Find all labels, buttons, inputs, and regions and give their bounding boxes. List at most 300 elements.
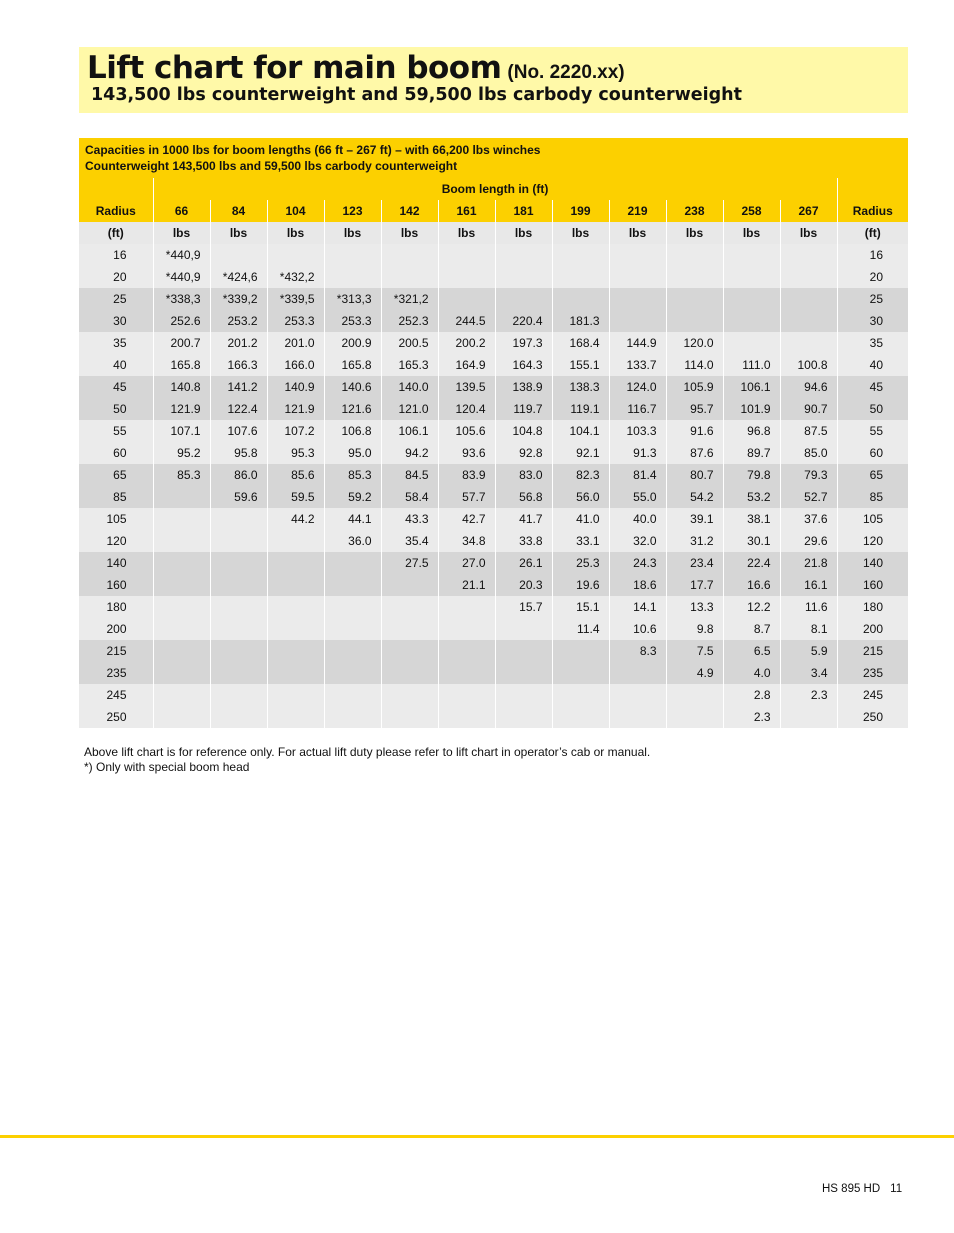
capacity-cell: 8.1 bbox=[780, 618, 837, 640]
capacity-cell bbox=[210, 508, 267, 530]
capacity-table bbox=[79, 178, 908, 728]
page-title-text: Lift chart for main boom bbox=[87, 50, 502, 86]
table-row bbox=[79, 376, 908, 398]
capacity-cell: 29.6 bbox=[780, 530, 837, 552]
row-group bbox=[79, 464, 908, 508]
table-row bbox=[79, 618, 908, 640]
radius-cell: 40 bbox=[79, 354, 153, 376]
radius-cell-right: 140 bbox=[837, 552, 908, 574]
table-row bbox=[79, 266, 908, 288]
title-box bbox=[79, 47, 908, 113]
row-group bbox=[79, 244, 908, 288]
capacity-cell: 90.7 bbox=[780, 398, 837, 420]
radius-cell: 160 bbox=[79, 574, 153, 596]
capacity-cell bbox=[381, 662, 438, 684]
capacity-cell bbox=[495, 244, 552, 266]
capacity-cell: 41.0 bbox=[552, 508, 609, 530]
table-row bbox=[79, 596, 908, 618]
capacity-cell: 59.5 bbox=[267, 486, 324, 508]
table-row bbox=[79, 640, 908, 662]
capacity-cell: 111.0 bbox=[723, 354, 780, 376]
capacity-cell bbox=[609, 244, 666, 266]
capacity-cell: 36.0 bbox=[324, 530, 381, 552]
capacity-cell bbox=[438, 288, 495, 310]
row-group bbox=[79, 332, 908, 376]
capacity-cell bbox=[552, 244, 609, 266]
radius-cell-right: 20 bbox=[837, 266, 908, 288]
capacity-cell bbox=[267, 574, 324, 596]
capacity-cell bbox=[495, 618, 552, 640]
capacity-cell bbox=[153, 530, 210, 552]
capacity-cell: *440,9 bbox=[153, 266, 210, 288]
radius-cell: 16 bbox=[79, 244, 153, 266]
capacity-cell bbox=[210, 244, 267, 266]
caption-line-2: Counterweight 143,500 lbs and 59,500 lbs carbody counterweight bbox=[85, 159, 458, 173]
capacity-cell: 95.3 bbox=[267, 442, 324, 464]
note-reference: Above lift chart is for reference only. For actual lift duty please refer to lift chart in operator’s cab or manual. bbox=[84, 745, 651, 759]
capacity-cell: 56.0 bbox=[552, 486, 609, 508]
radius-cell-right: 180 bbox=[837, 596, 908, 618]
header-blank-left bbox=[79, 178, 153, 200]
capacity-cell: 141.2 bbox=[210, 376, 267, 398]
capacity-cell: 164.3 bbox=[495, 354, 552, 376]
capacity-cell: 16.6 bbox=[723, 574, 780, 596]
value-unit: lbs bbox=[666, 222, 723, 244]
capacity-cell: 89.7 bbox=[723, 442, 780, 464]
capacity-cell: 8.7 bbox=[723, 618, 780, 640]
boom-length-267: 267 bbox=[780, 200, 837, 222]
capacity-cell: 121.9 bbox=[267, 398, 324, 420]
lift-chart bbox=[79, 138, 908, 728]
capacity-cell bbox=[267, 596, 324, 618]
capacity-cell bbox=[153, 574, 210, 596]
capacity-cell: 54.2 bbox=[666, 486, 723, 508]
capacity-cell bbox=[153, 508, 210, 530]
capacity-cell bbox=[153, 684, 210, 706]
capacity-cell bbox=[210, 552, 267, 574]
radius-cell-right: 85 bbox=[837, 486, 908, 508]
capacity-cell bbox=[153, 552, 210, 574]
chart-caption bbox=[79, 138, 908, 178]
capacity-cell: 11.4 bbox=[552, 618, 609, 640]
capacity-cell bbox=[495, 288, 552, 310]
value-unit: lbs bbox=[324, 222, 381, 244]
capacity-cell: 25.3 bbox=[552, 552, 609, 574]
capacity-cell bbox=[381, 574, 438, 596]
radius-cell: 60 bbox=[79, 442, 153, 464]
capacity-cell: 2.8 bbox=[723, 684, 780, 706]
capacity-cell bbox=[438, 684, 495, 706]
capacity-cell bbox=[723, 310, 780, 332]
capacity-cell: 106.1 bbox=[723, 376, 780, 398]
row-group bbox=[79, 640, 908, 684]
capacity-cell: 165.3 bbox=[381, 354, 438, 376]
radius-cell-right: 55 bbox=[837, 420, 908, 442]
capacity-cell: *432,2 bbox=[267, 266, 324, 288]
table-row bbox=[79, 530, 908, 552]
boom-length-181: 181 bbox=[495, 200, 552, 222]
capacity-cell: 220.4 bbox=[495, 310, 552, 332]
table-row bbox=[79, 442, 908, 464]
capacity-cell: 34.8 bbox=[438, 530, 495, 552]
capacity-cell: 16.1 bbox=[780, 574, 837, 596]
capacity-cell bbox=[267, 706, 324, 728]
capacity-cell: 15.7 bbox=[495, 596, 552, 618]
capacity-cell: 33.8 bbox=[495, 530, 552, 552]
capacity-cell: 165.8 bbox=[324, 354, 381, 376]
table-row bbox=[79, 244, 908, 266]
capacity-cell bbox=[324, 244, 381, 266]
radius-cell-right: 120 bbox=[837, 530, 908, 552]
capacity-cell: 9.8 bbox=[666, 618, 723, 640]
boom-length-199: 199 bbox=[552, 200, 609, 222]
capacity-cell: 104.8 bbox=[495, 420, 552, 442]
capacity-cell: 94.6 bbox=[780, 376, 837, 398]
capacity-cell bbox=[780, 332, 837, 354]
capacity-cell: 140.0 bbox=[381, 376, 438, 398]
capacity-cell: 58.4 bbox=[381, 486, 438, 508]
capacity-cell: 13.3 bbox=[666, 596, 723, 618]
capacity-cell: 7.5 bbox=[666, 640, 723, 662]
capacity-cell: 139.5 bbox=[438, 376, 495, 398]
capacity-cell bbox=[495, 684, 552, 706]
capacity-cell bbox=[381, 244, 438, 266]
capacity-cell: 91.3 bbox=[609, 442, 666, 464]
capacity-cell bbox=[666, 244, 723, 266]
capacity-cell bbox=[723, 266, 780, 288]
radius-cell: 50 bbox=[79, 398, 153, 420]
capacity-cell bbox=[666, 684, 723, 706]
capacity-cell: 37.6 bbox=[780, 508, 837, 530]
capacity-cell: 105.9 bbox=[666, 376, 723, 398]
capacity-cell: 57.7 bbox=[438, 486, 495, 508]
capacity-cell: 92.8 bbox=[495, 442, 552, 464]
table-row bbox=[79, 398, 908, 420]
capacity-cell bbox=[267, 530, 324, 552]
capacity-cell: 86.0 bbox=[210, 464, 267, 486]
capacity-cell bbox=[438, 662, 495, 684]
units-row bbox=[79, 222, 908, 244]
capacity-cell: 6.5 bbox=[723, 640, 780, 662]
value-unit: lbs bbox=[267, 222, 324, 244]
capacity-cell: 17.7 bbox=[666, 574, 723, 596]
capacity-cell: 91.6 bbox=[666, 420, 723, 442]
boom-length-123: 123 bbox=[324, 200, 381, 222]
capacity-cell: 79.8 bbox=[723, 464, 780, 486]
capacity-cell: 80.7 bbox=[666, 464, 723, 486]
capacity-cell bbox=[552, 706, 609, 728]
notes bbox=[84, 745, 650, 775]
radius-cell: 140 bbox=[79, 552, 153, 574]
footer bbox=[822, 1183, 902, 1195]
capacity-cell bbox=[495, 662, 552, 684]
capacity-cell: 200.9 bbox=[324, 332, 381, 354]
table-row bbox=[79, 706, 908, 728]
table-row bbox=[79, 332, 908, 354]
boom-length-104: 104 bbox=[267, 200, 324, 222]
capacity-cell: 44.1 bbox=[324, 508, 381, 530]
capacity-cell: 138.3 bbox=[552, 376, 609, 398]
capacity-cell: 95.7 bbox=[666, 398, 723, 420]
capacity-cell bbox=[324, 574, 381, 596]
capacity-cell bbox=[552, 684, 609, 706]
capacity-cell bbox=[324, 596, 381, 618]
capacity-cell: 124.0 bbox=[609, 376, 666, 398]
row-group bbox=[79, 508, 908, 552]
capacity-cell: *338,3 bbox=[153, 288, 210, 310]
capacity-cell: 24.3 bbox=[609, 552, 666, 574]
capacity-cell: 107.1 bbox=[153, 420, 210, 442]
radius-cell-right: 105 bbox=[837, 508, 908, 530]
row-group bbox=[79, 420, 908, 464]
radius-cell: 55 bbox=[79, 420, 153, 442]
note-special-boom-head: *) Only with special boom head bbox=[84, 760, 250, 774]
radius-unit: (ft) bbox=[79, 222, 153, 244]
table-row bbox=[79, 662, 908, 684]
capacity-cell: 140.6 bbox=[324, 376, 381, 398]
capacity-cell: 81.4 bbox=[609, 464, 666, 486]
capacity-cell: 252.3 bbox=[381, 310, 438, 332]
capacity-cell: 200.7 bbox=[153, 332, 210, 354]
capacity-cell bbox=[495, 706, 552, 728]
radius-cell: 65 bbox=[79, 464, 153, 486]
capacity-cell bbox=[381, 706, 438, 728]
capacity-cell bbox=[609, 310, 666, 332]
radius-cell: 35 bbox=[79, 332, 153, 354]
capacity-cell: 15.1 bbox=[552, 596, 609, 618]
capacity-cell bbox=[210, 684, 267, 706]
capacity-cell: 83.9 bbox=[438, 464, 495, 486]
radius-cell-right: 215 bbox=[837, 640, 908, 662]
value-unit: lbs bbox=[438, 222, 495, 244]
capacity-cell bbox=[495, 640, 552, 662]
page-number: 11 bbox=[890, 1183, 903, 1195]
capacity-cell: 103.3 bbox=[609, 420, 666, 442]
capacity-cell: 144.9 bbox=[609, 332, 666, 354]
capacity-cell: 10.6 bbox=[609, 618, 666, 640]
radius-cell-right: 65 bbox=[837, 464, 908, 486]
radius-cell: 180 bbox=[79, 596, 153, 618]
value-unit: lbs bbox=[210, 222, 267, 244]
radius-cell-right: 50 bbox=[837, 398, 908, 420]
capacity-cell bbox=[780, 288, 837, 310]
radius-unit-right: (ft) bbox=[837, 222, 908, 244]
capacity-cell: 83.0 bbox=[495, 464, 552, 486]
radius-cell: 25 bbox=[79, 288, 153, 310]
capacity-cell: 138.9 bbox=[495, 376, 552, 398]
table-row bbox=[79, 684, 908, 706]
capacity-cell bbox=[153, 596, 210, 618]
capacity-cell: 35.4 bbox=[381, 530, 438, 552]
capacity-cell bbox=[324, 662, 381, 684]
radius-cell-right: 235 bbox=[837, 662, 908, 684]
capacity-cell: 92.1 bbox=[552, 442, 609, 464]
capacity-cell: *313,3 bbox=[324, 288, 381, 310]
footer-model: HS 895 HD bbox=[822, 1183, 881, 1195]
capacity-cell: 200.2 bbox=[438, 332, 495, 354]
capacity-cell: 14.1 bbox=[609, 596, 666, 618]
capacity-cell: 2.3 bbox=[723, 706, 780, 728]
boom-length-219: 219 bbox=[609, 200, 666, 222]
capacity-cell: 93.6 bbox=[438, 442, 495, 464]
capacity-cell: 121.0 bbox=[381, 398, 438, 420]
radius-cell-right: 245 bbox=[837, 684, 908, 706]
capacity-cell: 26.1 bbox=[495, 552, 552, 574]
capacity-cell: 95.2 bbox=[153, 442, 210, 464]
capacity-cell: 59.2 bbox=[324, 486, 381, 508]
capacity-cell: 253.3 bbox=[267, 310, 324, 332]
capacity-cell bbox=[324, 640, 381, 662]
capacity-cell: 42.7 bbox=[438, 508, 495, 530]
capacity-cell: 200.5 bbox=[381, 332, 438, 354]
capacity-cell bbox=[210, 618, 267, 640]
capacity-cell: 121.9 bbox=[153, 398, 210, 420]
capacity-cell: 106.1 bbox=[381, 420, 438, 442]
capacity-cell: *440,9 bbox=[153, 244, 210, 266]
capacity-cell bbox=[324, 684, 381, 706]
capacity-cell: 56.8 bbox=[495, 486, 552, 508]
capacity-cell: 44.2 bbox=[267, 508, 324, 530]
capacity-cell: 116.7 bbox=[609, 398, 666, 420]
boom-length-161: 161 bbox=[438, 200, 495, 222]
capacity-cell: 253.3 bbox=[324, 310, 381, 332]
value-unit: lbs bbox=[552, 222, 609, 244]
capacity-cell: 32.0 bbox=[609, 530, 666, 552]
radius-cell-right: 250 bbox=[837, 706, 908, 728]
radius-cell-right: 160 bbox=[837, 574, 908, 596]
capacity-cell bbox=[723, 244, 780, 266]
capacity-cell bbox=[267, 640, 324, 662]
capacity-cell bbox=[324, 618, 381, 640]
capacity-cell bbox=[324, 266, 381, 288]
capacity-cell bbox=[381, 618, 438, 640]
capacity-cell bbox=[609, 684, 666, 706]
capacity-cell bbox=[495, 266, 552, 288]
radius-cell: 235 bbox=[79, 662, 153, 684]
capacity-cell: *339,5 bbox=[267, 288, 324, 310]
capacity-cell: 95.8 bbox=[210, 442, 267, 464]
capacity-cell: 21.1 bbox=[438, 574, 495, 596]
value-unit: lbs bbox=[381, 222, 438, 244]
capacity-cell bbox=[267, 662, 324, 684]
capacity-cell: 11.6 bbox=[780, 596, 837, 618]
capacity-cell bbox=[609, 288, 666, 310]
capacity-cell: 5.9 bbox=[780, 640, 837, 662]
value-unit: lbs bbox=[153, 222, 210, 244]
radius-cell-right: 40 bbox=[837, 354, 908, 376]
capacity-cell: 95.0 bbox=[324, 442, 381, 464]
capacity-cell bbox=[552, 288, 609, 310]
capacity-cell: 39.1 bbox=[666, 508, 723, 530]
caption-line-1: Capacities in 1000 lbs for boom lengths (66 ft – 267 ft) – with 66,200 lbs winches bbox=[85, 143, 541, 157]
capacity-cell: 120.4 bbox=[438, 398, 495, 420]
capacity-cell bbox=[438, 596, 495, 618]
radius-cell-right: 60 bbox=[837, 442, 908, 464]
capacity-cell: 27.5 bbox=[381, 552, 438, 574]
capacity-cell: 140.9 bbox=[267, 376, 324, 398]
capacity-cell: 85.3 bbox=[324, 464, 381, 486]
capacity-cell: 94.2 bbox=[381, 442, 438, 464]
table-row bbox=[79, 486, 908, 508]
capacity-cell bbox=[381, 640, 438, 662]
capacity-cell bbox=[381, 596, 438, 618]
radius-header: Radius bbox=[79, 200, 153, 222]
capacity-cell: 85.6 bbox=[267, 464, 324, 486]
capacity-cell: 4.9 bbox=[666, 662, 723, 684]
capacity-cell: 87.6 bbox=[666, 442, 723, 464]
capacity-cell: 20.3 bbox=[495, 574, 552, 596]
radius-cell-right: 35 bbox=[837, 332, 908, 354]
capacity-cell bbox=[780, 266, 837, 288]
capacity-cell: 107.2 bbox=[267, 420, 324, 442]
value-unit: lbs bbox=[723, 222, 780, 244]
capacity-cell: 12.2 bbox=[723, 596, 780, 618]
radius-cell-right: 16 bbox=[837, 244, 908, 266]
capacity-cell bbox=[666, 310, 723, 332]
radius-cell: 85 bbox=[79, 486, 153, 508]
table-row bbox=[79, 288, 908, 310]
capacity-cell bbox=[153, 640, 210, 662]
capacity-cell: 106.8 bbox=[324, 420, 381, 442]
capacity-cell bbox=[552, 640, 609, 662]
capacity-cell: 201.2 bbox=[210, 332, 267, 354]
capacity-cell: 133.7 bbox=[609, 354, 666, 376]
capacity-cell: 201.0 bbox=[267, 332, 324, 354]
capacity-cell bbox=[324, 706, 381, 728]
radius-cell-right: 25 bbox=[837, 288, 908, 310]
capacity-cell bbox=[210, 640, 267, 662]
capacity-cell: 19.6 bbox=[552, 574, 609, 596]
capacity-cell bbox=[438, 244, 495, 266]
capacity-cell bbox=[210, 706, 267, 728]
capacity-cell: 8.3 bbox=[609, 640, 666, 662]
capacity-cell bbox=[780, 244, 837, 266]
capacity-cell: 27.0 bbox=[438, 552, 495, 574]
capacity-cell bbox=[609, 706, 666, 728]
capacity-cell bbox=[210, 574, 267, 596]
capacity-cell bbox=[438, 706, 495, 728]
capacity-cell bbox=[153, 618, 210, 640]
row-group bbox=[79, 596, 908, 640]
radius-header-right: Radius bbox=[837, 200, 908, 222]
value-unit: lbs bbox=[780, 222, 837, 244]
capacity-cell bbox=[438, 266, 495, 288]
capacity-cell: 31.2 bbox=[666, 530, 723, 552]
capacity-cell bbox=[381, 684, 438, 706]
row-group bbox=[79, 552, 908, 596]
capacity-cell bbox=[153, 706, 210, 728]
table-row bbox=[79, 508, 908, 530]
table-row bbox=[79, 464, 908, 486]
capacity-cell: 85.3 bbox=[153, 464, 210, 486]
capacity-cell bbox=[666, 266, 723, 288]
capacity-cell: 168.4 bbox=[552, 332, 609, 354]
capacity-cell: 166.3 bbox=[210, 354, 267, 376]
capacity-cell: 140.8 bbox=[153, 376, 210, 398]
capacity-cell: 244.5 bbox=[438, 310, 495, 332]
radius-cell-right: 200 bbox=[837, 618, 908, 640]
capacity-cell bbox=[723, 332, 780, 354]
capacity-cell: 43.3 bbox=[381, 508, 438, 530]
capacity-cell: 55.0 bbox=[609, 486, 666, 508]
capacity-cell: 104.1 bbox=[552, 420, 609, 442]
radius-cell: 45 bbox=[79, 376, 153, 398]
boom-length-238: 238 bbox=[666, 200, 723, 222]
capacity-cell: 121.6 bbox=[324, 398, 381, 420]
capacity-cell: 119.1 bbox=[552, 398, 609, 420]
row-group bbox=[79, 684, 908, 728]
capacity-cell: 53.2 bbox=[723, 486, 780, 508]
